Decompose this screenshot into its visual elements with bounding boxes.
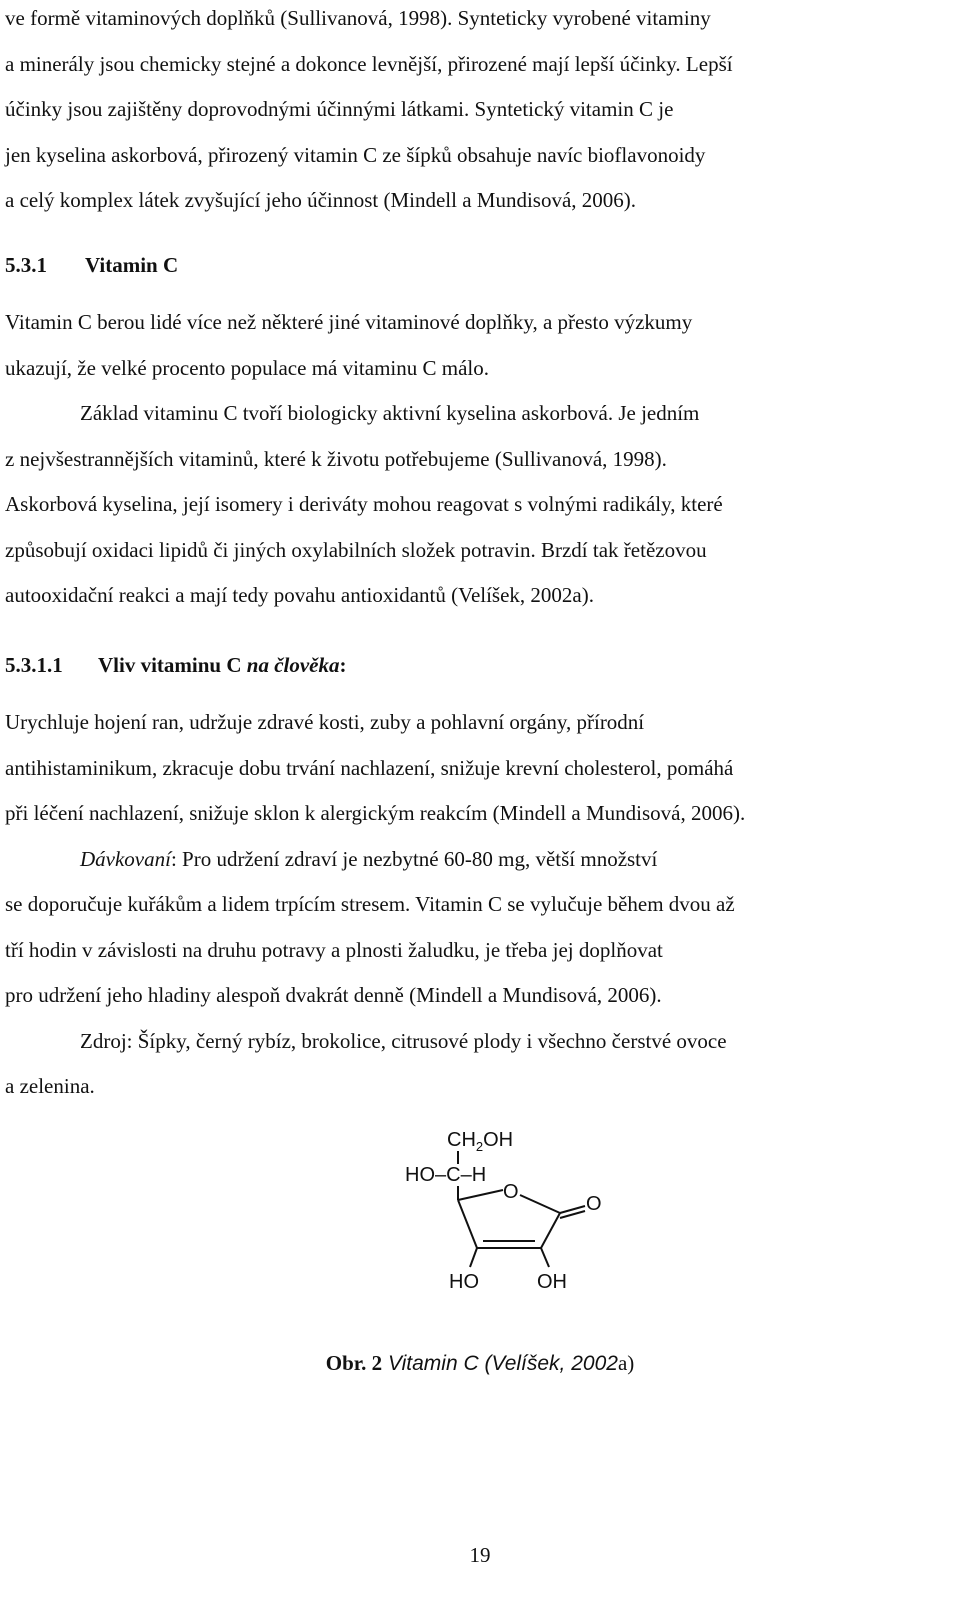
ch2oh-label: $CH_2OH$ — [447, 1129, 514, 1154]
text-line: Zdroj: Šípky, černý rybíz, brokolice, citrusové plody i všechno čerstvé ovoce — [80, 1028, 727, 1053]
text-line: autooxidační reakci a mají tedy povahu antioxidantů (Velíšek, 2002a). — [5, 583, 594, 607]
vitamin-c-structure-figure — [395, 1120, 615, 1295]
text-line: Vitamin C berou lidé více než některé jiné vitaminové doplňky, a přesto výzkumy — [5, 310, 693, 334]
section-number: 5.3.1.1 — [5, 653, 63, 677]
carbonyl-oxygen-label: O — [586, 1193, 602, 1215]
section-heading-vitamin-c — [5, 250, 178, 280]
text-line: jen kyselina askorbová, přirozený vitamin C ze šípků obsahuje navíc bioflavonoidy — [5, 142, 706, 167]
hydroxyl-left-label: HO — [449, 1271, 479, 1293]
section-number: 5.3.1 — [5, 253, 47, 277]
text-line — [5, 837, 931, 883]
text-line: ve formě vitaminových doplňků (Sullivanová, 1998). Synteticky vyrobené vitaminy — [5, 6, 711, 30]
bond-line — [458, 1190, 503, 1200]
caption-title: Vitamin C (Velíšek, 2002 — [382, 1352, 618, 1375]
text-line: pro udržení jeho hladiny alespoň dvakrát denně (Mindell a Mundisová, 2006). — [5, 983, 662, 1007]
hydroxyl-right-label: OH — [537, 1271, 567, 1293]
ring-oxygen-label: O — [503, 1181, 519, 1203]
section-title: Vitamin C — [85, 253, 179, 277]
text-line: při léčení nachlazení, snižuje sklon k alergickým reakcím (Mindell a Mundisová, 2006). — [5, 801, 746, 825]
text-line: Urychluje hojení ran, udržuje zdravé kosti, zuby a pohlavní orgány, přírodní — [5, 710, 645, 734]
text-line: se doporučuje kuřákům a lidem trpícím stresem. Vitamin C se vylučuje během dvou až — [5, 892, 735, 916]
text-line: a celý komplex látek zvyšující jeho účinnost (Mindell a Mundisová, 2006). — [5, 188, 637, 212]
bond-line — [541, 1213, 560, 1248]
bond-line — [458, 1200, 477, 1248]
caption-label: Obr. 2 — [325, 1351, 383, 1375]
section-title-colon: : — [339, 653, 347, 677]
section-heading-effects — [5, 650, 347, 680]
intro-paragraph — [5, 0, 931, 224]
text-line: účinky jsou zajištěny doprovodnými účinnými látkami. Syntetický vitamin C je — [5, 97, 674, 121]
text-line: a minerály jsou chemicky stejné a dokonce levnější, přirozené mají lepší účinky. Lepší — [5, 51, 733, 76]
section-title: Vliv vitaminu C — [98, 653, 247, 677]
bond-line — [470, 1248, 477, 1267]
bond-line — [541, 1248, 549, 1267]
hoch-label: HO–C–H — [405, 1164, 487, 1186]
text-line: tří hodin v závislosti na druhu potravy a plnosti žaludku, je třeba jej doplňovat — [5, 937, 663, 962]
caption-tail: a) — [617, 1351, 635, 1375]
page-number: 19 — [469, 1543, 491, 1567]
section-title-italic: na člověka — [246, 653, 340, 677]
text-line: antihistaminikum, zkracuje dobu trvání nachlazení, snižuje krevní cholesterol, pomáhá — [5, 755, 734, 780]
effects-paragraphs — [5, 700, 931, 1110]
text-line: ukazují, že velké procento populace má vitaminu C málo. — [5, 355, 490, 380]
text-line: z nejvšestrannějších vitaminů, které k životu potřebujeme (Sullivanová, 1998). — [5, 446, 667, 471]
figure-caption — [0, 1348, 960, 1379]
dosage-text: : Pro udržení zdraví je nezbytné 60-80 mg, větší množství — [170, 846, 658, 871]
dosage-label: Dávkovaní — [80, 846, 171, 871]
ascorbic-acid-structure — [395, 1120, 615, 1295]
bond-line — [520, 1195, 560, 1213]
vitamin-c-paragraphs — [5, 300, 931, 619]
text-line: Základ vitaminu C tvoří biologicky aktivní kyselina askorbová. Je jedním — [80, 401, 700, 425]
text-line: a zelenina. — [5, 1074, 95, 1098]
text-line: Askorbová kyselina, její isomery i deriváty mohou reagovat s volnými radikály, které — [5, 492, 723, 516]
text-line: způsobují oxidaci lipidů či jiných oxylabilních složek potravin. Brzdí tak řetězovou — [5, 537, 707, 562]
